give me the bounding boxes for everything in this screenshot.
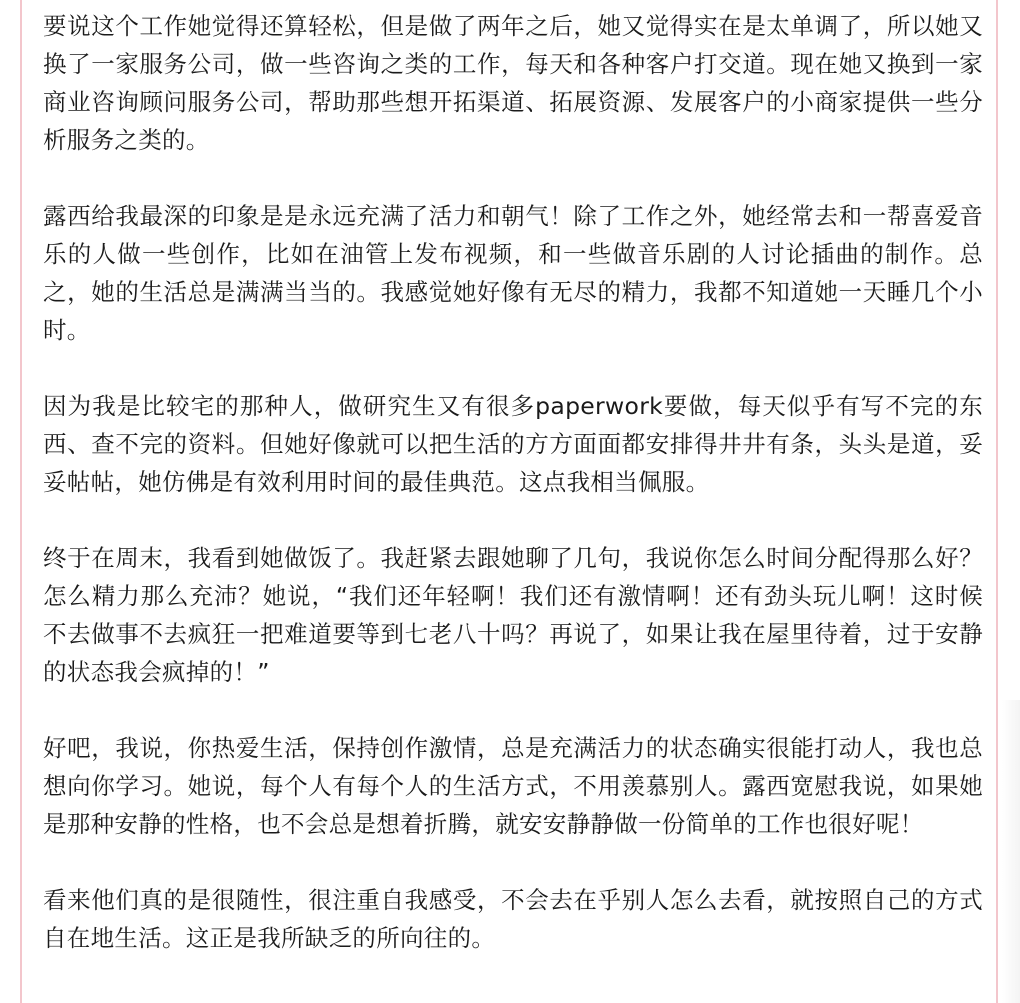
paragraph-6: 看来他们真的是很随性，很注重自我感受，不会去在乎别人怎么去看，就按照自己的方式自在地生活。这正是我所缺乏的所向往的。: [43, 886, 983, 952]
article-body: [43, 7, 983, 957]
paragraph-4: 终于在周末，我看到她做饭了。我赶紧去跟她聊了几句，我说你怎么时间分配得那么好？怎么精力那么充沛？她说，“我们还年轻啊！我们还有激情啊！还有劲头玩儿啊！这时候不去做事不去疯狂一把难道要等到七老八十吗？再说了，如果让我在屋里待着，过于安静的状态我会疯掉的！”: [43, 544, 983, 686]
paragraph-5: 好吧，我说，你热爱生活，保持创作激情，总是充满活力的状态确实很能打动人，我也总想向你学习。她说，每个人有每个人的生活方式，不用羡慕别人。露西宽慰我说，如果她是那种安静的性格，也不会总是想着折腾，就安安静静做一份简单的工作也很好呢！: [43, 734, 983, 838]
paragraph-1: 要说这个工作她觉得还算轻松，但是做了两年之后，她又觉得实在是太单调了，所以她又换了一家服务公司，做一些咨询之类的工作，每天和各种客户打交道。现在她又换到一家商业咨询顾问服务公司，帮助那些想开拓渠道、拓展资源、发展客户的小商家提供一些分析服务之类的。: [43, 12, 983, 154]
paragraph-3: 因为我是比较宅的那种人，做研究生又有很多paperwork要做，每天似乎有写不完的东西、查不完的资料。但她好像就可以把生活的方方面面都安排得井井有条，头头是道，妥妥帖帖，她仿佛是有效利用时间的最佳典范。这点我相当佩服。: [43, 392, 983, 496]
paragraph-2: 露西给我最深的印象是是永远充满了活力和朝气！除了工作之外，她经常去和一帮喜爱音乐的人做一些创作，比如在油管上发布视频，和一些做音乐剧的人讨论插曲的制作。总之，她的生活总是满满当当的。我感觉她好像有无尽的精力，我都不知道她一天睡几个小时。: [43, 202, 983, 344]
scroll-shadow: [1002, 700, 1020, 1003]
